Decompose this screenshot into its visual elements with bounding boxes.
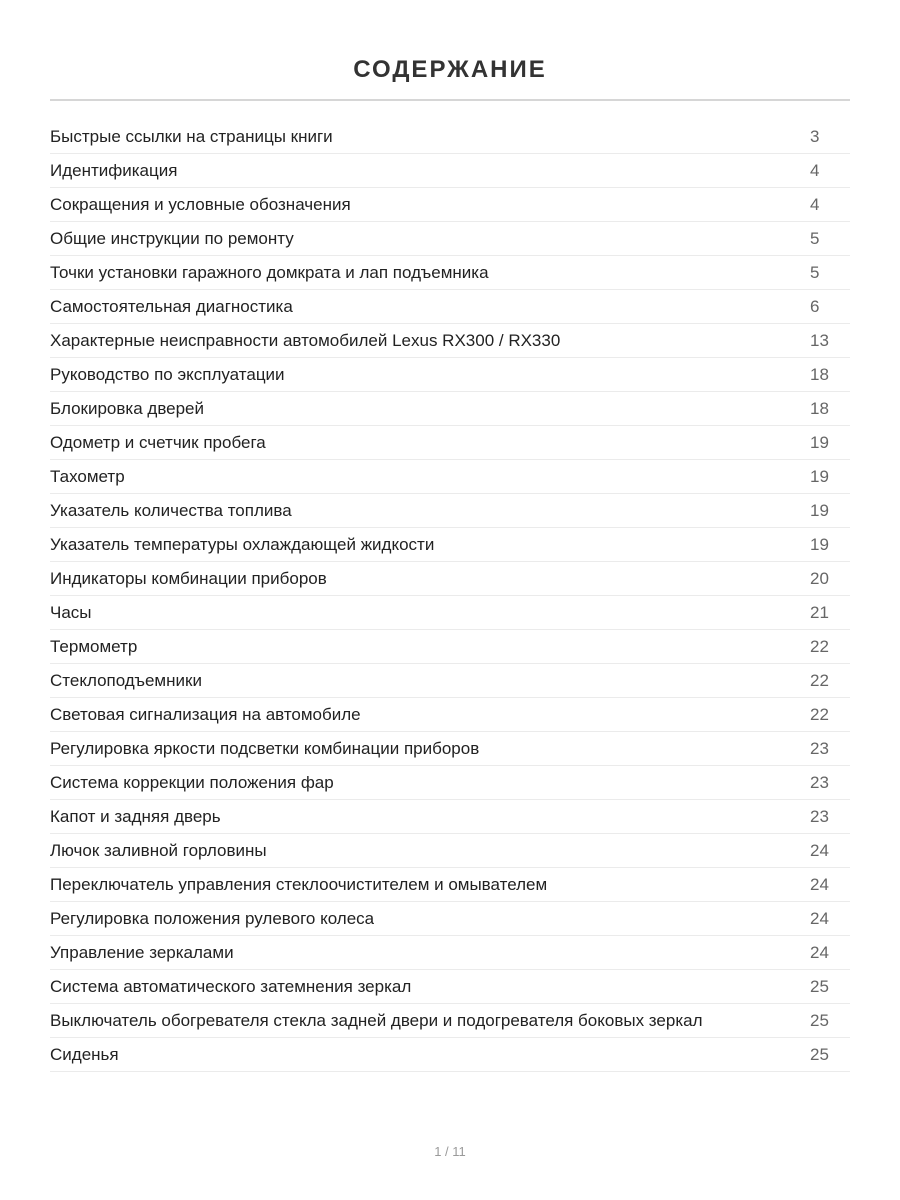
- toc-entry-page-number[interactable]: 5: [810, 263, 820, 282]
- toc-entry[interactable]: [50, 324, 850, 358]
- toc-entry[interactable]: [50, 698, 850, 732]
- toc-entry-title[interactable]: Переключатель управления стеклоочистителем и омывателем: [50, 875, 548, 894]
- toc-entry[interactable]: [50, 834, 850, 868]
- toc-entry-title[interactable]: Световая сигнализация на автомобиле: [50, 705, 361, 724]
- toc-entry-title[interactable]: Система коррекции положения фар: [50, 773, 334, 792]
- toc-entry[interactable]: [50, 732, 850, 766]
- toc-entry-page-number[interactable]: 18: [810, 365, 829, 384]
- toc-entry-page-number[interactable]: 4: [810, 195, 820, 214]
- toc-entry[interactable]: [50, 1004, 850, 1038]
- toc-entry[interactable]: [50, 494, 850, 528]
- toc-entry-title[interactable]: Регулировка яркости подсветки комбинации приборов: [50, 739, 480, 758]
- toc-entry-page-number[interactable]: 21: [810, 603, 829, 622]
- toc-entry-page-number[interactable]: 24: [810, 841, 829, 860]
- toc-entry-title[interactable]: Самостоятельная диагностика: [50, 297, 293, 316]
- toc-entry-page-number[interactable]: 19: [810, 433, 829, 452]
- toc-entry[interactable]: [50, 222, 850, 256]
- toc-entry-page-number[interactable]: 23: [810, 773, 829, 792]
- toc-entry-title[interactable]: Общие инструкции по ремонту: [50, 229, 294, 248]
- toc-entry[interactable]: [50, 970, 850, 1004]
- toc-entry-title[interactable]: Регулировка положения рулевого колеса: [50, 909, 375, 928]
- toc-entry-title[interactable]: Точки установки гаражного домкрата и лап подъемника: [50, 263, 489, 282]
- toc-entry[interactable]: [50, 664, 850, 698]
- toc-entry-title[interactable]: Часы: [50, 603, 92, 622]
- toc-entry-page-number[interactable]: 22: [810, 637, 829, 656]
- toc-entry[interactable]: [50, 766, 850, 800]
- toc-entry-page-number[interactable]: 23: [810, 739, 829, 758]
- toc-entry-page-number[interactable]: 25: [810, 1045, 829, 1064]
- toc-entry-title[interactable]: Быстрые ссылки на страницы книги: [50, 127, 333, 146]
- toc-entry[interactable]: [50, 358, 850, 392]
- toc-entry-title[interactable]: Капот и задняя дверь: [50, 807, 221, 826]
- toc-entry-title[interactable]: Сокращения и условные обозначения: [50, 195, 351, 214]
- toc-entry[interactable]: [50, 630, 850, 664]
- toc-entry-page-number[interactable]: 6: [810, 297, 820, 316]
- toc-entry-page-number[interactable]: 13: [810, 331, 829, 350]
- toc-entry[interactable]: [50, 188, 850, 222]
- toc-entry-title[interactable]: Указатель количества топлива: [50, 501, 292, 520]
- toc-entry[interactable]: [50, 1038, 850, 1072]
- toc-entry[interactable]: [50, 120, 850, 154]
- toc-entry-page-number[interactable]: 20: [810, 569, 829, 588]
- toc-entry[interactable]: [50, 800, 850, 834]
- toc-entry-title[interactable]: Система автоматического затемнения зеркал: [50, 977, 412, 996]
- page-title: СОДЕРЖАНИЕ: [353, 56, 547, 84]
- toc-entry-page-number[interactable]: 24: [810, 909, 829, 928]
- toc-entry-page-number[interactable]: 25: [810, 1011, 829, 1030]
- toc-entry-title[interactable]: Руководство по эксплуатации: [50, 365, 285, 384]
- toc-entry-page-number[interactable]: 4: [810, 161, 820, 180]
- toc-entry-page-number[interactable]: 5: [810, 229, 820, 248]
- toc-entry-title[interactable]: Управление зеркалами: [50, 943, 234, 962]
- toc-entry-title[interactable]: Лючок заливной горловины: [50, 841, 267, 860]
- toc-entry[interactable]: [50, 460, 850, 494]
- toc-entry-title[interactable]: Одометр и счетчик пробега: [50, 433, 266, 452]
- toc-entry[interactable]: [50, 426, 850, 460]
- toc-entry-page-number[interactable]: 25: [810, 977, 829, 996]
- toc-entry[interactable]: [50, 290, 850, 324]
- toc-entry[interactable]: [50, 528, 850, 562]
- toc-entry-title[interactable]: Идентификация: [50, 161, 178, 180]
- page-indicator: 1 / 11: [434, 1144, 466, 1159]
- toc-entry-title[interactable]: Термометр: [50, 637, 138, 656]
- toc-entry[interactable]: [50, 154, 850, 188]
- toc-entry[interactable]: [50, 868, 850, 902]
- toc-entry[interactable]: [50, 596, 850, 630]
- toc-entry-page-number[interactable]: 24: [810, 943, 829, 962]
- toc-entry-title[interactable]: Стеклоподъемники: [50, 671, 202, 690]
- toc-entry[interactable]: [50, 902, 850, 936]
- toc-entry-page-number[interactable]: 22: [810, 671, 829, 690]
- toc-entry[interactable]: [50, 936, 850, 970]
- toc-entry-page-number[interactable]: 18: [810, 399, 829, 418]
- toc-entry-page-number[interactable]: 22: [810, 705, 829, 724]
- toc-entry-page-number[interactable]: 19: [810, 501, 829, 520]
- toc-entry-title[interactable]: Выключатель обогревателя стекла задней двери и подогревателя боковых зеркал: [50, 1011, 703, 1030]
- toc-entry-page-number[interactable]: 19: [810, 535, 829, 554]
- toc-entry-page-number[interactable]: 24: [810, 875, 829, 894]
- toc-entry-page-number[interactable]: 3: [810, 127, 820, 146]
- toc-entry[interactable]: [50, 392, 850, 426]
- toc-entry-page-number[interactable]: 19: [810, 467, 829, 486]
- title-divider: [50, 99, 850, 101]
- toc-entry-page-number[interactable]: 23: [810, 807, 829, 826]
- toc-entry-title[interactable]: Указатель температуры охлаждающей жидкости: [50, 535, 435, 554]
- table-of-contents: [50, 120, 850, 1072]
- toc-entry-title[interactable]: Характерные неисправности автомобилей Lexus RX300 / RX330: [50, 331, 561, 350]
- toc-entry[interactable]: [50, 256, 850, 290]
- toc-entry-title[interactable]: Сиденья: [50, 1045, 119, 1064]
- toc-entry[interactable]: [50, 562, 850, 596]
- toc-entry-title[interactable]: Индикаторы комбинации приборов: [50, 569, 327, 588]
- toc-entry-title[interactable]: Тахометр: [50, 467, 125, 486]
- toc-entry-title[interactable]: Блокировка дверей: [50, 399, 205, 418]
